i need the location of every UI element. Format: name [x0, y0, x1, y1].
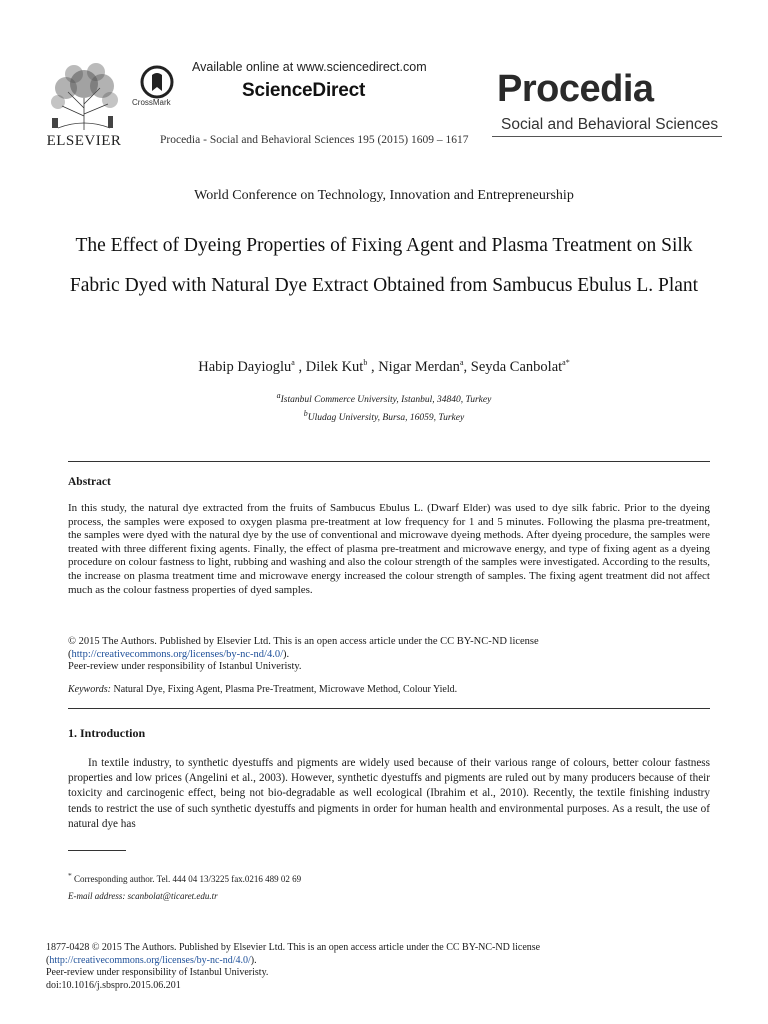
paper-title: The Effect of Dyeing Properties of Fixing Agent and Plasma Treatment on Silk Fabric Dyed with Natural Dye Extract Obtained from Sambucus Ebulus L. Plant [69, 235, 699, 296]
abstract-heading: Abstract [68, 476, 111, 488]
bottom-license-block [46, 942, 726, 992]
author-affiliation-mark: b [363, 358, 368, 367]
license-link[interactable]: http://creativecommons.org/licenses/by-nc-nd/4.0/ [71, 648, 284, 660]
author-list: Habip Dayioglu$^a$ , Dilek Kut$^b$ , Nigar Merdan$^a$, Seyda Canbolat$^{a*}$ [198, 358, 570, 375]
keywords-text: Natural Dye, Fixing Agent, Plasma Pre-Treatment, Microwave Method, Colour Yield. [113, 684, 458, 695]
author-name: Habip Dayioglu [198, 358, 292, 375]
email-address[interactable]: scanbolat@ticaret.edu.tr [127, 891, 218, 901]
author-name: Dilek Kut [305, 358, 364, 375]
abstract-bottom-rule [68, 708, 710, 709]
author-affiliation-mark: a [459, 358, 464, 367]
license-notice [68, 636, 710, 674]
keywords-label: Keywords: [68, 684, 111, 695]
author-name: Nigar Merdan [378, 358, 460, 375]
keywords [68, 684, 457, 695]
publisher-name: ELSEVIER [46, 133, 122, 149]
affiliation-line [0, 407, 768, 425]
footnote-rule [68, 850, 126, 851]
introduction-body: In textile industry, to synthetic dyestuffs and pigments are widely used because of their various range of colours, better colour fastness properties and low prices (Angelini et al., 2003). However, synthetic dyestuffs and pigments are ruled out by many producers because of their toxicity and carcinogenic effect, being not bio-degradable as well ecological (Ibrahim et al., 2010). Recently, the textile finishing industry tends to restrict the use of such synthetic dyestuffs and pigments in order for human health and environmental purposes. As a result, the use of natural dye has [68, 757, 710, 830]
issn-license-line: 1877-0428 © 2015 The Authors. Published by Elsevier Ltd. This is an open access article under the CC BY-NC-ND license [46, 942, 541, 953]
corresponding-author-note: * Corresponding author. Tel. 444 04 13/3225 fax.0216 489 02 69 [68, 871, 302, 884]
conference-name: World Conference on Technology, Innovation and Entrepreneurship [194, 188, 574, 203]
abstract-body: In this study, the natural dye extracted from the fruits of Sambucus Ebulus L. (Dwarf Elder) was used to dye silk fabric. Prior to the dyeing process, the samples were exposed to oxygen plasma pre-treatment at low frequency for 1 and 5 minutes. Following the plasma pre-treatment, the samples were dyed with the natural dye by the use of conventional and microwave dyeing methods. After dyeing procedure, the samples were treated with three different fixing agents. Finally, the effect of plasma pre-treatment and microwave energy, and type of fixing agent as a dyeing procedure on colour fastness to light, rubbing and washing and also the colour strength of the samples were investigated. According to the results, the increase on plasma treatment time and microwave energy increased the colour strength of samples. The fixing agent treatment did not affect much as the colour fastness properties of dyed samples. [68, 502, 710, 596]
license-link-line: (http://creativecommons.org/licenses/by-nc-nd/4.0/). [68, 648, 290, 660]
sciencedirect-logo: ScienceDirect [242, 80, 366, 101]
affiliations [0, 389, 768, 425]
license-line: © 2015 The Authors. Published by Elsevier Ltd. This is an open access article under the CC BY-NC-ND license [68, 636, 539, 647]
procedia-divider [492, 136, 722, 137]
author-name: Seyda Canbolat [470, 358, 563, 375]
author-affiliation-mark: a [291, 358, 295, 367]
affiliation-text: Uludag University, Bursa, 16059, Turkey [307, 413, 465, 424]
bottom-license-link-line: (http://creativecommons.org/licenses/by-nc-nd/4.0/). [46, 954, 257, 966]
email-note [68, 891, 218, 901]
procedia-logo: Procedia [497, 68, 654, 110]
procedia-subtitle: Social and Behavioral Sciences [501, 116, 719, 133]
section-heading: 1. Introduction [68, 726, 146, 740]
email-label: E-mail address: [68, 891, 126, 901]
journal-citation: Procedia - Social and Behavioral Sciences 195 (2015) 1609 – 1617 [160, 134, 469, 146]
bottom-peer-review-line: Peer-review under responsibility of Istanbul Univeristy. [46, 967, 269, 978]
author-affiliation-mark: a* [562, 358, 570, 367]
bottom-license-link[interactable]: http://creativecommons.org/licenses/by-nc-nd/4.0/ [49, 954, 251, 966]
available-online-text: Available online at www.sciencedirect.com [192, 60, 427, 74]
abstract-top-rule [68, 461, 710, 462]
crossmark-label: CrossMark [132, 98, 171, 107]
corresponding-author-text: Corresponding author. Tel. 444 04 13/3225 fax.0216 489 02 69 [74, 874, 302, 884]
affiliation-line [0, 389, 768, 407]
affiliation-mark: a [276, 391, 281, 400]
peer-review-line: Peer-review under responsibility of Istanbul Univeristy. [68, 661, 302, 672]
doi-line[interactable]: doi:10.1016/j.sbspro.2015.06.201 [46, 979, 181, 991]
affiliation-mark: b [303, 409, 308, 419]
affiliation-text: Istanbul Commerce University, Istanbul, 34840, Turkey [280, 395, 492, 406]
